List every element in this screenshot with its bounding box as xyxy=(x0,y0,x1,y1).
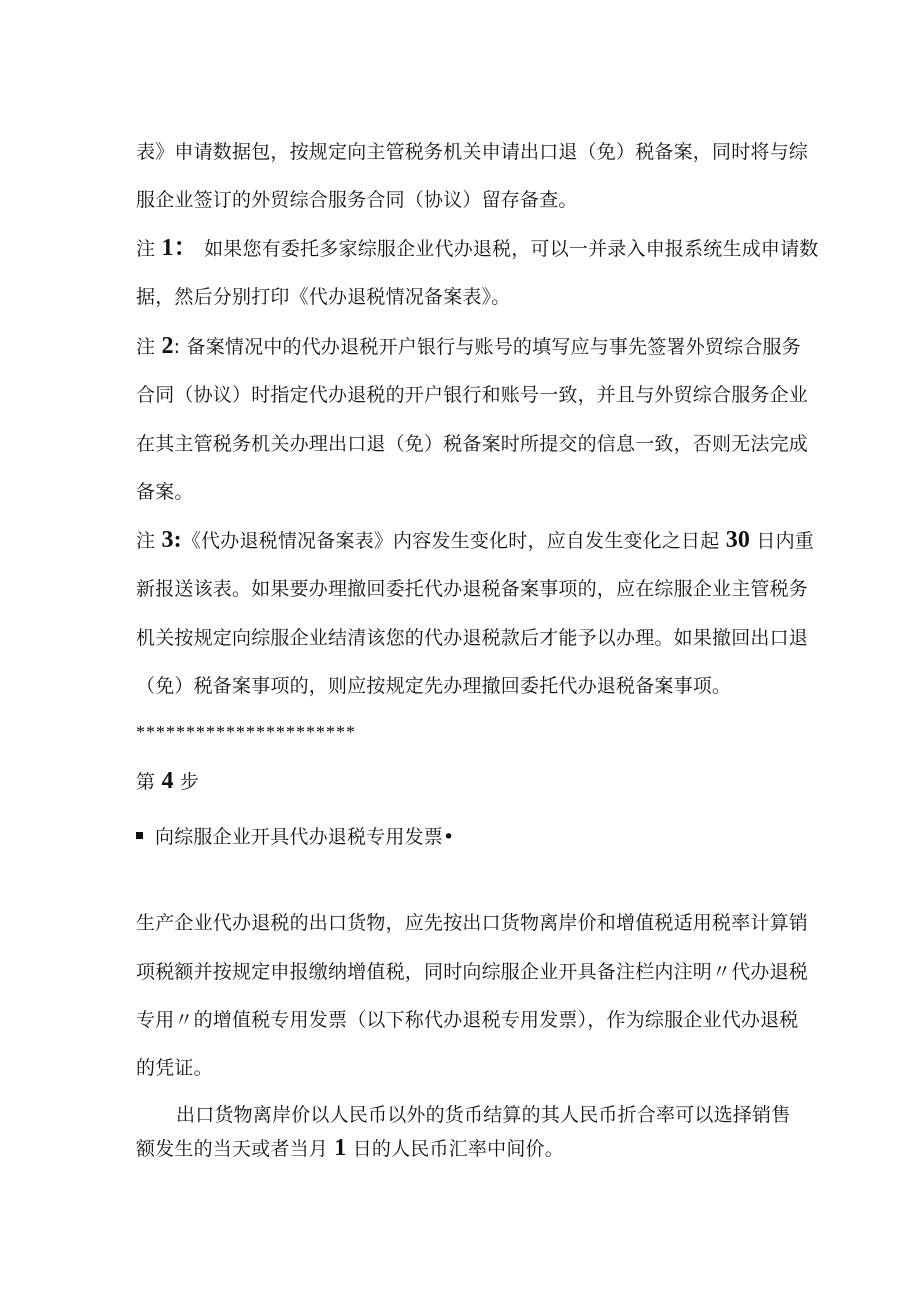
note-3-line-3: 机关按规定向综服企业结清该您的代办退税款后才能予以办理。如果撤回出口退 xyxy=(136,627,809,649)
step-prefix: 第 xyxy=(136,771,156,793)
note-1-text: 如果您有委托多家综服企业代办退税，可以一并录入申报系统生成申请数 xyxy=(204,238,819,260)
note-1-prefix: 注 xyxy=(136,238,156,260)
note-2-number: 2 xyxy=(161,333,174,359)
paragraph-3-line-1: 出口货物离岸价以人民币以外的货币结算的其人民币折合率可以选择销售 xyxy=(176,1104,791,1126)
note-1-line-2: 据，然后分别打印《代办退税情况备案表》。 xyxy=(136,286,511,308)
note-3-days: 30 xyxy=(725,527,751,553)
paragraph-2-line-3: 专用〃的增值税专用发票（以下称代办退税专用发票），作为综服企业代办退税 xyxy=(136,1009,799,1031)
note-2-text: 备案情况中的代办退税开户银行与账号的填写应与事先签署外贸综合服务 xyxy=(186,336,801,358)
note-3-punct: : xyxy=(173,527,182,553)
paragraph-2-line-2: 项税额并按规定申报缴纳增值税，同时向综服企业开具备注栏内注明〃代办退税 xyxy=(136,961,809,983)
bullet-item-text: 向综服企业开具代办退税专用发票• xyxy=(155,826,455,848)
bullet-item xyxy=(136,825,454,849)
note-2-line-1 xyxy=(136,334,801,359)
paragraph-1-line-2: 服企业签订的外贸综合服务合同（协议）留存备查。 xyxy=(136,189,578,211)
note-1-punct: ： xyxy=(173,235,198,261)
paragraph-3-day: 1 xyxy=(334,1135,347,1161)
note-2-line-2: 合同（协议）时指定代办退税的开户银行和账号一致，并且与外贸综合服务企业 xyxy=(136,384,809,406)
paragraph-1-line-1: 表》申请数据包，按规定向主管税务机关申请出口退（免）税备案，同时将与综 xyxy=(136,141,809,163)
note-2-line-4: 备案。 xyxy=(136,481,194,503)
note-3-line-4: （免）税备案事项的，则应按规定先办理撤回委托代办退税备案事项。 xyxy=(136,675,732,697)
paragraph-3-text-a: 额发生的当天或者当月 xyxy=(136,1138,329,1160)
note-3-prefix: 注 xyxy=(136,530,156,552)
note-3-line-2: 新报送该表。如果要办理撤回委托代办退税备案事项的，应在综服企业主管税务 xyxy=(136,578,809,600)
paragraph-3-text-b: 日的人民币汇率中间价。 xyxy=(352,1138,564,1160)
note-3-text-a: 《代办退税情况备案表》内容发生变化时，应自发生变化之日起 xyxy=(181,530,720,552)
note-3-text-b: 日内重 xyxy=(756,530,814,552)
note-3-number: 3 xyxy=(161,527,174,553)
square-bullet-icon xyxy=(136,832,143,839)
paragraph-2-line-1: 生产企业代办退税的出口货物，应先按出口货物离岸价和增值税适用税率计算销 xyxy=(136,912,809,934)
separator: ********************** xyxy=(136,722,356,742)
note-2-line-3: 在其主管税务机关办理出口退（免）税备案时所提交的信息一致，否则无法完成 xyxy=(136,433,809,455)
note-3-line-1 xyxy=(136,528,814,553)
step-number: 4 xyxy=(161,768,174,794)
note-1-number: 1 xyxy=(161,235,174,261)
step-suffix: 步 xyxy=(179,771,200,793)
note-2-punct: : xyxy=(173,336,181,358)
step-heading xyxy=(136,769,199,794)
paragraph-2-line-4: 的凭证。 xyxy=(136,1057,213,1079)
note-2-prefix: 注 xyxy=(136,336,156,358)
note-1-line-1 xyxy=(136,236,819,261)
paragraph-3-line-2 xyxy=(136,1136,564,1161)
